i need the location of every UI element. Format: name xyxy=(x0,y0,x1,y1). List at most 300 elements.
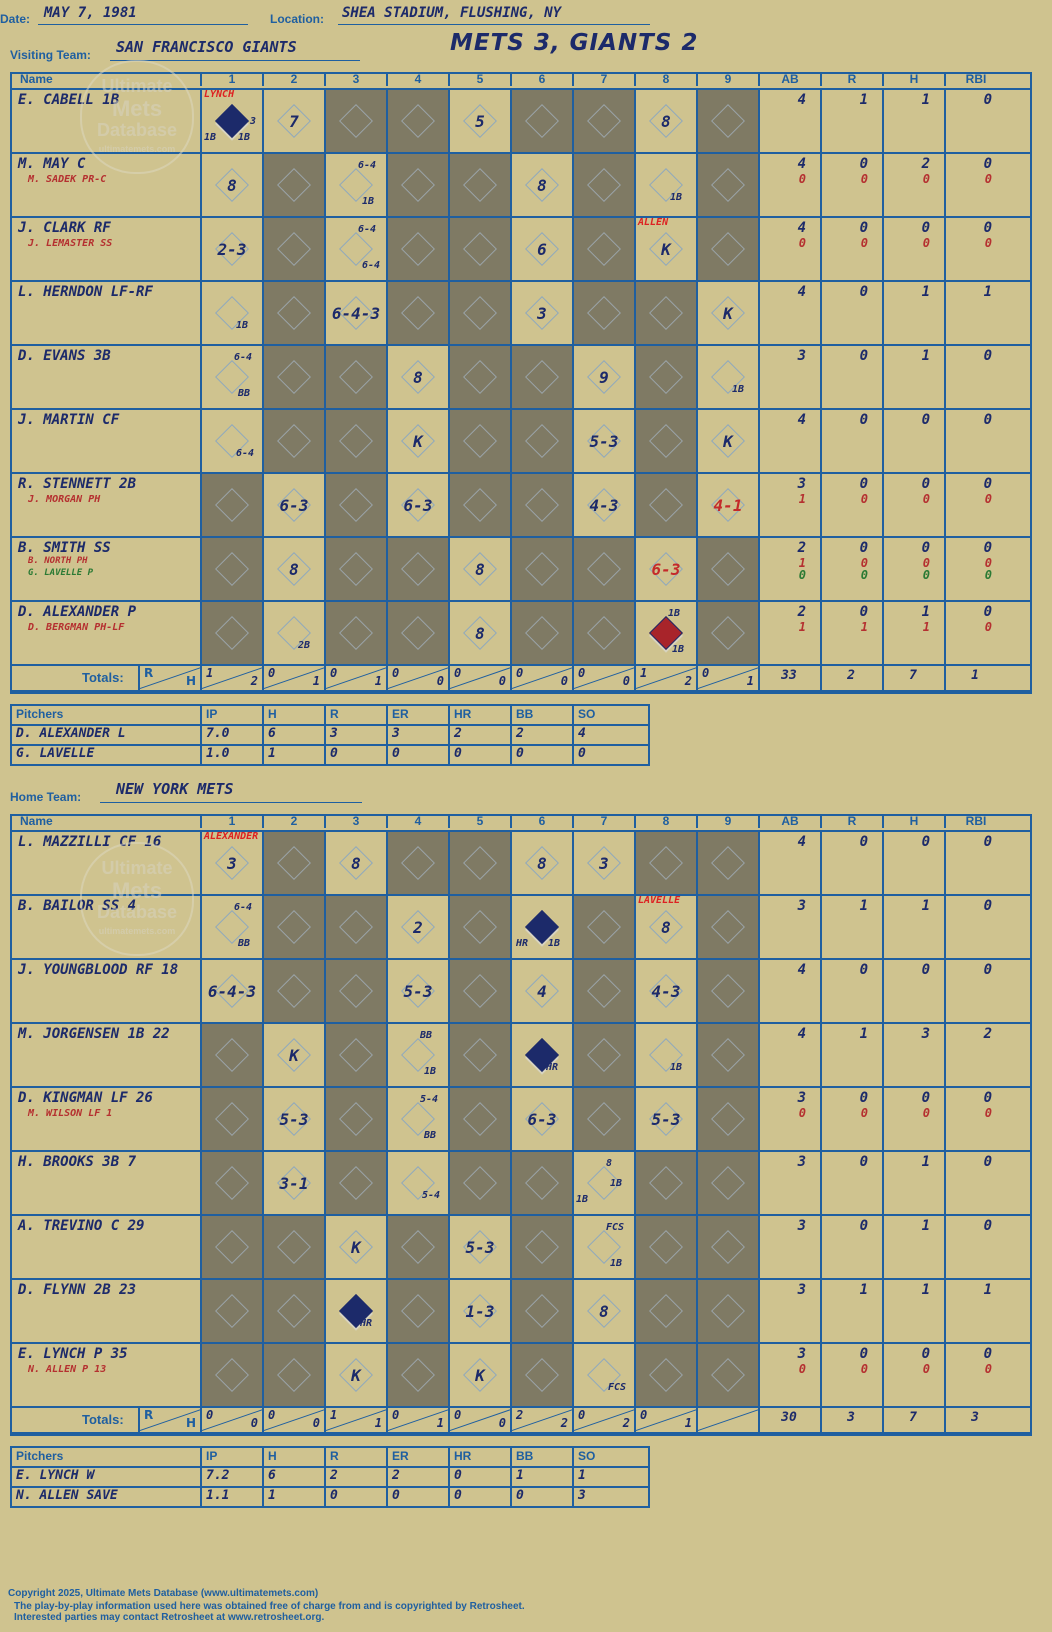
stat-cell-ab xyxy=(758,1344,820,1408)
at-bat-cell xyxy=(696,1088,758,1152)
stat-value: 0 xyxy=(984,620,992,634)
inning-hits: 1 xyxy=(746,674,754,688)
at-bat-cell xyxy=(324,1152,386,1216)
basepath-diamond xyxy=(463,424,497,458)
at-bat-cell xyxy=(510,1344,572,1408)
game-date: MAY 7, 1981 xyxy=(44,5,137,21)
stat-value: 0 xyxy=(984,236,992,250)
pitching-stat: 6 xyxy=(268,1468,276,1483)
player-row xyxy=(10,472,1032,538)
total-rbi xyxy=(944,666,1006,690)
at-bat-cell xyxy=(696,474,758,538)
stat-value: 0 xyxy=(922,556,930,570)
player-name: B. BAILOR SS 4 xyxy=(18,898,137,914)
totals-rh-key xyxy=(138,1408,200,1432)
stat-value: 0 xyxy=(921,1090,930,1106)
at-bat-cell xyxy=(386,410,448,474)
basepath-diamond xyxy=(649,1166,683,1200)
player-name: M. JORGENSEN 1B 22 xyxy=(18,1026,170,1042)
at-bat-cell xyxy=(386,346,448,410)
player-name-cell xyxy=(10,1216,200,1280)
totals-label: Totals: xyxy=(82,1412,124,1427)
stat-value: 1 xyxy=(798,492,806,506)
player-row xyxy=(10,1342,1032,1408)
stat-value: 0 xyxy=(798,1362,806,1376)
at-bat-cell xyxy=(696,538,758,602)
basepath-diamond xyxy=(711,846,745,880)
column-rule xyxy=(324,706,326,764)
inning-runs: 0 xyxy=(578,1408,586,1422)
at-bat-cell xyxy=(448,218,510,282)
basepath-diamond xyxy=(649,1294,683,1328)
pitching-stat: 0 xyxy=(392,746,400,761)
stat-cell-ab xyxy=(758,346,820,410)
stat-cell-h xyxy=(882,1280,944,1344)
play-result: 8 xyxy=(475,560,485,579)
inning-total xyxy=(324,666,386,690)
at-bat-cell xyxy=(200,474,262,538)
stat-cell-r xyxy=(820,602,882,666)
stat-value: 0 xyxy=(859,220,868,236)
stat-value: 1 xyxy=(921,1218,930,1234)
stat-value: 0 xyxy=(860,568,868,582)
play-note: BB xyxy=(238,388,251,399)
inning-total xyxy=(696,666,758,690)
inning-runs: 0 xyxy=(640,1408,648,1422)
column-header-h: H xyxy=(882,814,944,828)
player-name: L. MAZZILLI CF 16 xyxy=(18,834,162,850)
stat-cell-r xyxy=(820,1216,882,1280)
at-bat-cell xyxy=(324,832,386,896)
at-bat-cell xyxy=(386,896,448,960)
at-bat-cell xyxy=(448,1216,510,1280)
pitching-stat: 1 xyxy=(268,1488,276,1503)
watermark-logo-home: Ultimate Mets Database ultimatemets.com xyxy=(80,842,194,956)
pitching-header: ER xyxy=(392,707,409,721)
pitching-stat: 2 xyxy=(516,726,524,741)
stat-cell-ab xyxy=(758,602,820,666)
total-value: 7 xyxy=(909,668,917,683)
basepath-diamond xyxy=(339,424,373,458)
stat-value: 0 xyxy=(921,220,930,236)
play-result: 8 xyxy=(227,176,237,195)
at-bat-cell xyxy=(200,896,262,960)
pitching-header: HR xyxy=(454,707,472,721)
stat-value: 0 xyxy=(984,1106,992,1120)
player-name-cell xyxy=(10,1152,200,1216)
stat-value: 0 xyxy=(860,492,868,506)
player-name: D. KINGMAN LF 26 xyxy=(18,1090,153,1106)
at-bat-cell xyxy=(386,1280,448,1344)
column-rule xyxy=(572,706,574,764)
column-header-inning-3: 3 xyxy=(324,814,386,828)
stat-value: 1 xyxy=(859,92,868,108)
at-bat-cell xyxy=(634,346,696,410)
stat-cell-r xyxy=(820,410,882,474)
stat-cell-r xyxy=(820,282,882,346)
player-name-cell xyxy=(10,410,200,474)
inning-total xyxy=(510,1408,572,1432)
stat-value: 0 xyxy=(798,568,806,582)
stat-cell-rbi xyxy=(944,154,1006,218)
home-team-name: NEW YORK METS xyxy=(116,780,234,798)
pitching-header: H xyxy=(268,1449,277,1463)
stat-cell-rbi xyxy=(944,218,1006,282)
at-bat-cell xyxy=(200,1088,262,1152)
at-bat-cell xyxy=(324,896,386,960)
inning-hits: 0 xyxy=(498,1416,506,1430)
at-bat-cell xyxy=(448,960,510,1024)
play-result: 9 xyxy=(599,368,609,387)
column-header-r: R xyxy=(820,814,882,828)
stat-value: 0 xyxy=(922,568,930,582)
play-result: K xyxy=(351,1366,361,1385)
basepath-diamond xyxy=(587,910,621,944)
basepath-diamond xyxy=(463,1038,497,1072)
player-row xyxy=(10,408,1032,474)
basepath-diamond xyxy=(525,552,559,586)
home-pitching-table xyxy=(10,1446,650,1508)
basepath-diamond xyxy=(649,424,683,458)
stat-cell-ab xyxy=(758,218,820,282)
visiting-team-label: Visiting Team: xyxy=(10,48,91,62)
stat-cell-ab xyxy=(758,1088,820,1152)
stat-value: 1 xyxy=(922,620,930,634)
stat-value: 4 xyxy=(797,284,806,300)
at-bat-cell xyxy=(696,1280,758,1344)
column-rule xyxy=(386,706,388,764)
at-bat-cell xyxy=(510,346,572,410)
play-result: 2-3 xyxy=(217,240,247,259)
stat-value: 0 xyxy=(983,476,992,492)
inning-hits: 0 xyxy=(436,674,444,688)
pitching-header: HR xyxy=(454,1449,472,1463)
at-bat-cell xyxy=(510,960,572,1024)
stat-cell-rbi xyxy=(944,832,1006,896)
at-bat-cell xyxy=(386,960,448,1024)
play-result: 5-3 xyxy=(403,982,433,1001)
basepath-diamond xyxy=(339,104,373,138)
stat-cell-r xyxy=(820,346,882,410)
column-header-rbi: RBI xyxy=(944,814,1006,828)
inning-hits: 2 xyxy=(250,674,258,688)
stat-value: 4 xyxy=(797,220,806,236)
stat-value: 0 xyxy=(859,834,868,850)
stat-value: 0 xyxy=(922,172,930,186)
stat-value: 3 xyxy=(797,476,806,492)
at-bat-cell xyxy=(634,218,696,282)
total-value: 1 xyxy=(971,668,979,683)
at-bat-cell xyxy=(634,90,696,154)
column-header-h: H xyxy=(882,72,944,86)
home-team-label: Home Team: xyxy=(10,790,82,804)
basepath-diamond xyxy=(711,1166,745,1200)
at-bat-cell xyxy=(634,1024,696,1088)
at-bat-cell xyxy=(262,346,324,410)
substitute-name: G. LAVELLE P xyxy=(28,568,94,578)
inning-runs: 1 xyxy=(640,666,648,680)
basepath-diamond xyxy=(587,1038,621,1072)
stat-cell-r xyxy=(820,154,882,218)
play-result: K xyxy=(351,1238,361,1257)
stat-value: 0 xyxy=(798,172,806,186)
at-bat-cell xyxy=(200,410,262,474)
stat-cell-rbi xyxy=(944,602,1006,666)
total-r xyxy=(820,1408,882,1432)
inning-runs: 0 xyxy=(578,666,586,680)
at-bat-cell xyxy=(448,1344,510,1408)
basepath-diamond xyxy=(401,1358,435,1392)
play-note: 6-4 xyxy=(234,902,253,913)
pitching-stat: 0 xyxy=(330,746,338,761)
at-bat-cell xyxy=(262,538,324,602)
at-bat-cell xyxy=(510,896,572,960)
play-result: 6-3 xyxy=(279,496,309,515)
stat-value: 0 xyxy=(984,172,992,186)
inning-total xyxy=(200,1408,262,1432)
play-note: 6-4 xyxy=(358,160,377,171)
at-bat-cell xyxy=(324,218,386,282)
basepath-diamond xyxy=(711,1358,745,1392)
inning-runs: 0 xyxy=(392,1408,400,1422)
stat-value: 0 xyxy=(922,1106,930,1120)
player-name-cell xyxy=(10,282,200,346)
substitute-name: B. NORTH PH xyxy=(28,556,88,566)
pitching-header: R xyxy=(330,1449,339,1463)
watermark-logo: Ultimate Mets Database ultimatemets.com xyxy=(80,60,194,174)
stat-value: 0 xyxy=(859,284,868,300)
at-bat-cell xyxy=(386,1024,448,1088)
runs-key: R xyxy=(144,1408,154,1422)
at-bat-cell xyxy=(386,1216,448,1280)
basepath-diamond xyxy=(215,1038,249,1072)
at-bat-cell xyxy=(386,474,448,538)
basepath-diamond xyxy=(401,1294,435,1328)
basepath-diamond xyxy=(649,488,683,522)
inning-runs: 0 xyxy=(392,666,400,680)
column-rule xyxy=(572,1448,574,1506)
basepath-diamond xyxy=(277,296,311,330)
basepath-diamond xyxy=(277,168,311,202)
pitching-stat: 1.1 xyxy=(206,1488,230,1503)
play-note: 1B xyxy=(362,196,375,207)
stat-value: 3 xyxy=(797,1090,806,1106)
hits-key: H xyxy=(185,1416,196,1430)
player-name-cell xyxy=(10,346,200,410)
stat-value: 0 xyxy=(921,476,930,492)
substitute-name: D. BERGMAN PH-LF xyxy=(28,622,125,633)
stat-value: 0 xyxy=(983,604,992,620)
stat-value: 1 xyxy=(859,1026,868,1042)
stat-value: 4 xyxy=(797,412,806,428)
at-bat-cell xyxy=(324,154,386,218)
column-header-inning-3: 3 xyxy=(324,72,386,86)
stat-value: 0 xyxy=(859,1154,868,1170)
total-h xyxy=(882,666,944,690)
play-result: 8 xyxy=(537,854,547,873)
at-bat-cell xyxy=(448,282,510,346)
player-name-cell xyxy=(10,960,200,1024)
inning-runs: 0 xyxy=(454,666,462,680)
play-note: 6-4 xyxy=(358,224,377,235)
at-bat-cell xyxy=(200,832,262,896)
play-result: 8 xyxy=(413,368,423,387)
stat-cell-h xyxy=(882,1216,944,1280)
inning-runs: 0 xyxy=(268,1408,276,1422)
at-bat-cell xyxy=(324,1280,386,1344)
at-bat-cell xyxy=(696,90,758,154)
play-note: 8 xyxy=(606,1158,613,1169)
play-note: LAVELLE xyxy=(638,895,681,906)
at-bat-cell xyxy=(200,282,262,346)
total-value: 7 xyxy=(909,1410,917,1425)
at-bat-cell xyxy=(324,346,386,410)
play-result: 5-3 xyxy=(651,1110,681,1129)
basepath-diamond xyxy=(339,974,373,1008)
pitching-header: IP xyxy=(206,707,218,721)
player-row xyxy=(10,280,1032,346)
basepath-diamond xyxy=(277,846,311,880)
column-rule xyxy=(510,1448,512,1506)
at-bat-cell xyxy=(696,218,758,282)
basepath-diamond xyxy=(711,1102,745,1136)
play-note: 6-4 xyxy=(234,352,253,363)
play-result: 8 xyxy=(661,112,671,131)
stat-cell-h xyxy=(882,218,944,282)
stat-cell-rbi xyxy=(944,410,1006,474)
at-bat-cell xyxy=(572,1152,634,1216)
at-bat-cell xyxy=(324,1024,386,1088)
stat-value: 0 xyxy=(983,834,992,850)
inning-hits: 0 xyxy=(498,674,506,688)
play-result: 6-3 xyxy=(527,1110,557,1129)
stat-value: 1 xyxy=(983,284,992,300)
stat-cell-r xyxy=(820,1280,882,1344)
play-result: 3 xyxy=(599,854,609,873)
totals-rh-key xyxy=(138,666,200,690)
play-result: K xyxy=(475,1366,485,1385)
substitute-name: N. ALLEN P 13 xyxy=(28,1364,107,1375)
stat-value: 2 xyxy=(921,156,930,172)
at-bat-cell xyxy=(448,538,510,602)
stat-cell-r xyxy=(820,1152,882,1216)
basepath-diamond xyxy=(587,168,621,202)
stat-value: 0 xyxy=(983,1218,992,1234)
stat-cell-rbi xyxy=(944,346,1006,410)
basepath-diamond xyxy=(463,296,497,330)
inning-total xyxy=(634,666,696,690)
inning-runs: 0 xyxy=(702,666,710,680)
at-bat-cell xyxy=(386,1344,448,1408)
column-rule xyxy=(386,1448,388,1506)
pitching-stat: 0 xyxy=(392,1488,400,1503)
basepath-diamond xyxy=(401,168,435,202)
at-bat-cell xyxy=(510,832,572,896)
at-bat-cell xyxy=(262,282,324,346)
basepath-diamond xyxy=(525,104,559,138)
at-bat-cell xyxy=(572,474,634,538)
column-rule xyxy=(262,1448,264,1506)
basepath-diamond xyxy=(277,424,311,458)
basepath-diamond xyxy=(711,232,745,266)
pitching-header: BB xyxy=(516,1449,534,1463)
at-bat-cell xyxy=(386,1088,448,1152)
basepath-diamond xyxy=(277,1358,311,1392)
at-bat-cell xyxy=(324,602,386,666)
at-bat-cell xyxy=(386,832,448,896)
pitching-stat: 3 xyxy=(330,726,338,741)
column-header-name: Name xyxy=(10,72,200,86)
at-bat-cell xyxy=(324,90,386,154)
at-bat-cell xyxy=(572,282,634,346)
pitching-header: ER xyxy=(392,1449,409,1463)
at-bat-cell xyxy=(572,346,634,410)
at-bat-cell xyxy=(386,154,448,218)
at-bat-cell xyxy=(696,896,758,960)
at-bat-cell xyxy=(572,538,634,602)
basepath-diamond xyxy=(463,910,497,944)
play-result: 5 xyxy=(475,112,485,131)
at-bat-cell xyxy=(510,1024,572,1088)
play-note: 6-4 xyxy=(362,260,381,271)
substitute-name: M. SADEK PR-C xyxy=(28,174,107,185)
totals-row xyxy=(10,664,1032,692)
stat-value: 3 xyxy=(797,1346,806,1362)
column-header-name: Name xyxy=(10,814,200,828)
pitching-stat: 0 xyxy=(454,1488,462,1503)
basepath-diamond xyxy=(215,552,249,586)
column-header-inning-5: 5 xyxy=(448,814,510,828)
play-result: 5-3 xyxy=(589,432,619,451)
at-bat-cell xyxy=(696,1344,758,1408)
play-note: 1B xyxy=(424,1066,437,1077)
stat-cell-rbi xyxy=(944,1216,1006,1280)
player-name: J. CLARK RF xyxy=(18,220,111,236)
player-name: J. YOUNGBLOOD RF 18 xyxy=(18,962,179,978)
stat-cell-rbi xyxy=(944,474,1006,538)
column-rule xyxy=(262,706,264,764)
at-bat-cell xyxy=(696,1216,758,1280)
basepath-diamond xyxy=(525,616,559,650)
at-bat-cell xyxy=(510,1152,572,1216)
stat-cell-ab xyxy=(758,474,820,538)
basepath-diamond xyxy=(463,168,497,202)
stat-value: 0 xyxy=(859,1218,868,1234)
stat-cell-ab xyxy=(758,410,820,474)
pitcher-name: E. LYNCH W xyxy=(16,1468,95,1483)
at-bat-cell xyxy=(386,602,448,666)
stat-value: 0 xyxy=(859,476,868,492)
stat-value: 1 xyxy=(921,284,930,300)
stat-value: 1 xyxy=(798,556,806,570)
totals-label: Totals: xyxy=(82,670,124,685)
play-result: 5-3 xyxy=(465,1238,495,1257)
at-bat-cell xyxy=(634,1152,696,1216)
column-header-inning-4: 4 xyxy=(386,814,448,828)
at-bat-cell xyxy=(448,474,510,538)
inning-hits: 0 xyxy=(250,1416,258,1430)
at-bat-cell xyxy=(262,90,324,154)
at-bat-cell xyxy=(510,218,572,282)
basepath-diamond xyxy=(463,846,497,880)
player-row xyxy=(10,1022,1032,1088)
stat-value: 0 xyxy=(921,962,930,978)
stat-value: 0 xyxy=(859,604,868,620)
inning-hits: 1 xyxy=(374,1416,382,1430)
stat-cell-ab xyxy=(758,1024,820,1088)
stat-value: 0 xyxy=(983,1346,992,1362)
column-header-inning-7: 7 xyxy=(572,814,634,828)
